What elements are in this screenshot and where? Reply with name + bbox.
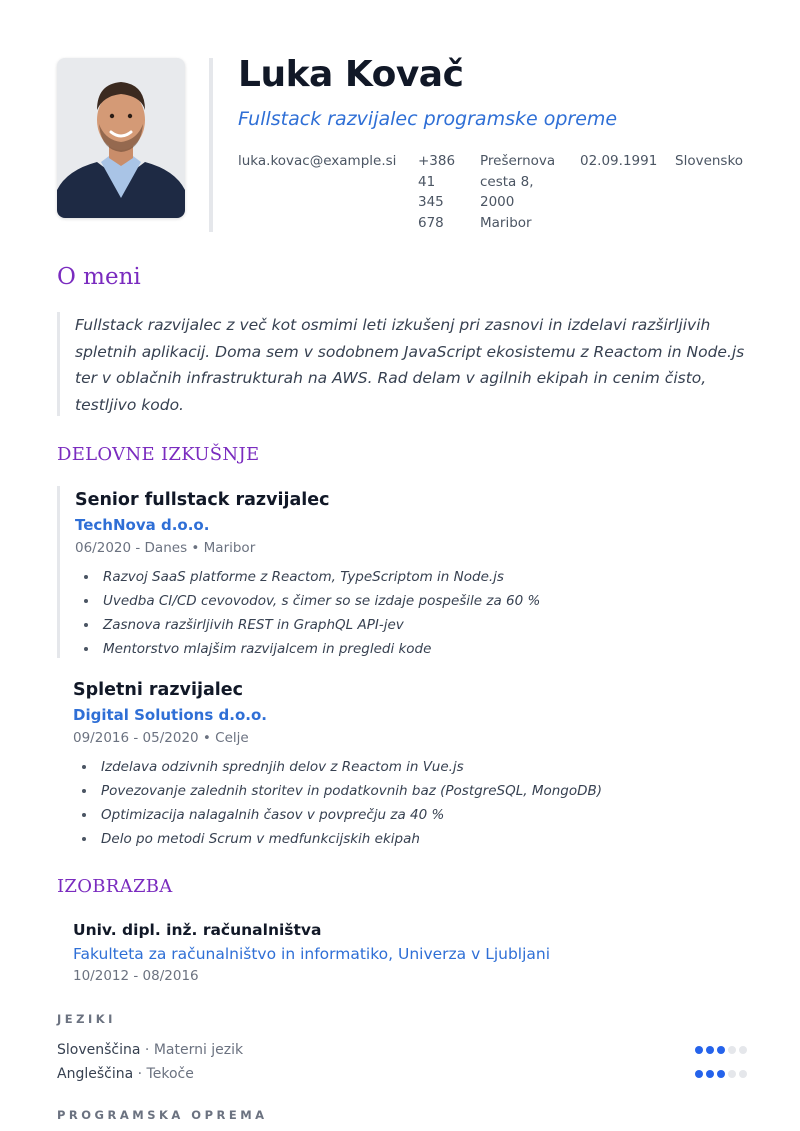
rating-dot-empty (728, 1070, 736, 1078)
language-rating (695, 1070, 747, 1078)
job-bullet: Mentorstvo mlajšim razvijalcem in pregledi kode (75, 637, 540, 661)
language-name: Slovenščina (57, 1042, 141, 1058)
about-heading: O meni (57, 264, 141, 290)
experience-divider (57, 486, 60, 658)
rating-dot-filled (706, 1070, 714, 1078)
rating-dot-filled (717, 1046, 725, 1054)
contact-birthdate: 02.09.1991 (580, 153, 658, 169)
rating-dot-filled (695, 1046, 703, 1054)
software-heading: PROGRAMSKA OPREMA (57, 1108, 268, 1122)
job-company: TechNova d.o.o. (75, 516, 210, 534)
job-bullet-list (75, 565, 540, 661)
language-rating (695, 1046, 747, 1054)
profile-photo (57, 58, 185, 218)
rating-dot-empty (728, 1046, 736, 1054)
language-row: Slovenščina · Materni jezik (57, 1040, 747, 1060)
language-level: Materni jezik (153, 1042, 244, 1058)
job-bullet-list (73, 755, 602, 851)
job-entry (73, 678, 602, 851)
rating-dot-empty (739, 1070, 747, 1078)
job-title-headline: Fullstack razvijalec programske opreme (238, 108, 618, 130)
experience-heading: DELOVNE IZKUŠNJE (57, 444, 260, 465)
languages-heading: JEZIKI (57, 1012, 116, 1026)
job-company: Digital Solutions d.o.o. (73, 706, 267, 724)
job-dates-location: 06/2020 - Danes • Maribor (75, 540, 256, 556)
language-row: Angleščina · Tekoče (57, 1064, 747, 1084)
rating-dot-filled (695, 1070, 703, 1078)
person-portrait-icon (57, 58, 185, 218)
job-dates-location: 09/2016 - 05/2020 • Celje (73, 730, 249, 746)
rating-dot-empty (739, 1046, 747, 1054)
rating-dot-filled (706, 1046, 714, 1054)
contact-phone[interactable]: +386 41 345 678 (418, 153, 456, 231)
job-bullet: Delo po metodi Scrum v medfunkcijskih ekipah (73, 827, 602, 851)
job-bullet: Optimizacija nalagalnih časov v povprečju za 40 % (73, 803, 602, 827)
job-position: Senior fullstack razvijalec (75, 490, 330, 510)
contact-email[interactable]: luka.kovac@example.si (238, 153, 397, 169)
about-text: Fullstack razvijalec z več kot osmimi leti izkušenj pri zasnovi in izdelavi razširljivih spletnih aplikacij. Doma sem v sodobnem JavaScript ekosistemu z Reactom in Node.js ter v oblačnih infrastrukturah na AWS. Rad delam v agilnih ekipah in cenim čisto, testljivo kodo. (75, 316, 745, 414)
job-bullet: Izdelava odzivnih sprednjih delov z Reactom in Vue.js (73, 755, 602, 779)
language-name: Angleščina (57, 1066, 134, 1082)
job-bullet: Uvedba CI/CD cevovodov, s čimer so se izdaje pospešile za 60 % (75, 589, 540, 613)
rating-dot-filled (717, 1070, 725, 1078)
job-bullet: Zasnova razširljivih REST in GraphQL API-jev (75, 613, 540, 637)
job-bullet: Povezovanje zalednih storitev in podatkovnih baz (PostgreSQL, MongoDB) (73, 779, 602, 803)
job-bullet: Razvoj SaaS platforme z Reactom, TypeScriptom in Node.js (75, 565, 540, 589)
education-dates: 10/2012 - 08/2016 (73, 968, 199, 984)
education-entry (73, 919, 550, 986)
job-position: Spletni razvijalec (73, 680, 243, 700)
job-entry (75, 488, 540, 661)
contact-country: Slovensko (675, 153, 744, 169)
education-school: Fakulteta za računalništvo in informatiko, Univerza v Ljubljani (73, 945, 551, 963)
contact-address: Prešernova cesta 8, 2000 Maribor (480, 153, 556, 231)
education-heading: IZOBRAZBA (57, 876, 173, 897)
education-degree: Univ. dipl. inž. računalništva (73, 921, 322, 939)
full-name: Luka Kovač (238, 54, 464, 95)
header-divider (209, 58, 213, 232)
about-divider (57, 312, 60, 416)
language-level: Tekoče (146, 1066, 194, 1082)
